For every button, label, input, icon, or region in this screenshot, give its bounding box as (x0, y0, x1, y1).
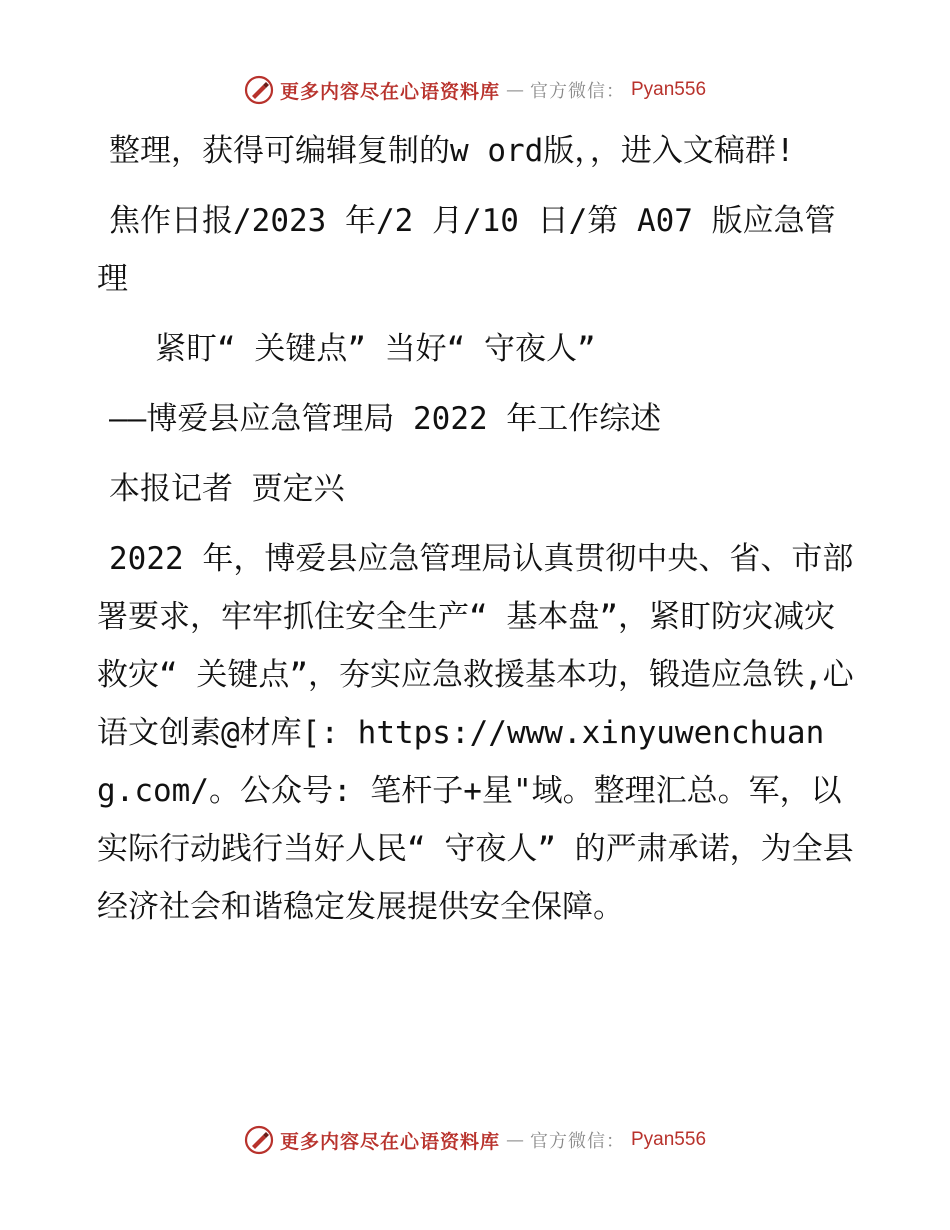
source-line: 焦作日报/2023 年/2 月/10 日/第 A07 版应急管理 (97, 203, 836, 297)
header-banner-dash: — (506, 79, 524, 101)
footer-banner-text: 更多内容尽在心语资料库 (279, 1130, 500, 1153)
footer-wechat-label: 官方微信： (530, 1131, 625, 1152)
article-subtitle: ——博爱县应急管理局 2022 年工作综述 (109, 401, 662, 437)
document-body (97, 122, 857, 948)
header-banner-text: 更多内容尽在心语资料库 (279, 80, 500, 103)
pen-logo-icon (244, 1125, 274, 1155)
header-wechat-label: 官方微信： (530, 81, 625, 102)
body-paragraph: 2022 年，博爱县应急管理局认真贯彻中央、省、市部署要求，牢牢抓住安全生产“ 基本盘”，紧盯防灾减灾救灾“ 关键点”，夯实应急救援基本功，锻造应急铁,心语文创素@材库[: https://www.xinyuwenchuang.com/。公众号: 笔杆子+星"域。整理汇总。军，以实际行动践行当好人民“ 守夜人” 的严肃承诺，为全县经济社会和谐稳定发展提供安全保障。 (97, 541, 854, 925)
intro-paragraph: 整理，获得可编辑复制的w ord版，，进入文稿群! (109, 133, 795, 169)
pen-logo-icon (244, 75, 274, 105)
footer-wechat-id: Pyan556 (631, 1129, 707, 1150)
article-title: 紧盯“ 关键点” 当好“ 守夜人” (155, 331, 596, 367)
footer-banner-dash: — (506, 1129, 524, 1151)
byline: 本报记者 贾定兴 (109, 471, 345, 507)
header-watermark-banner (0, 72, 950, 108)
footer-watermark-banner (0, 1122, 950, 1158)
header-wechat-id: Pyan556 (631, 79, 707, 100)
